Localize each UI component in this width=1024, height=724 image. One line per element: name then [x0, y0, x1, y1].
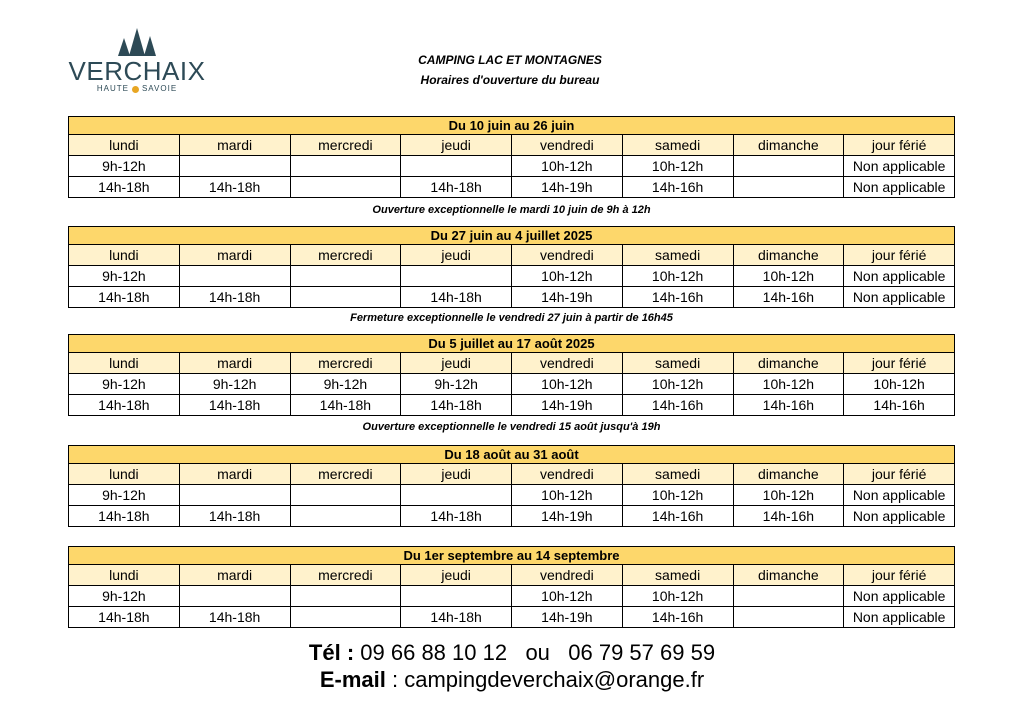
email-address[interactable]: campingdeverchaix@orange.fr — [404, 667, 705, 692]
schedule-note: Ouverture exceptionnelle le vendredi 15 août jusqu'à 19h — [362, 421, 661, 433]
table-row — [69, 395, 955, 416]
day-header: mercredi — [290, 353, 401, 374]
hours-cell — [179, 485, 290, 506]
hours-cell: Non applicable — [844, 177, 955, 198]
hours-cell: 9h-12h — [69, 266, 180, 287]
hours-cell — [179, 156, 290, 177]
page-title: CAMPING LAC ET MONTAGNES — [418, 53, 602, 67]
phone-number-2[interactable]: 06 79 57 69 59 — [568, 640, 716, 665]
hours-cell: 14h-18h — [401, 506, 512, 527]
hours-cell: 10h-12h — [512, 266, 623, 287]
phone-or: ou — [525, 640, 550, 665]
hours-cell: 9h-12h — [69, 586, 180, 607]
hours-cell: 14h-19h — [512, 395, 623, 416]
day-header: mardi — [179, 464, 290, 485]
hours-cell: Non applicable — [844, 485, 955, 506]
hours-cell: 14h-16h — [844, 395, 955, 416]
hours-cell: 14h-18h — [69, 177, 180, 198]
day-header: mardi — [179, 245, 290, 266]
hours-cell: 14h-16h — [733, 506, 844, 527]
hours-cell: 14h-16h — [622, 177, 733, 198]
hours-cell: 14h-16h — [622, 395, 733, 416]
day-header: dimanche — [733, 135, 844, 156]
schedule-table — [68, 334, 955, 416]
logo-region-left: HAUTE — [96, 84, 129, 93]
hours-cell — [733, 607, 844, 628]
day-header: samedi — [622, 353, 733, 374]
period-header: Du 27 juin au 4 juillet 2025 — [69, 227, 955, 245]
hours-cell: 14h-18h — [401, 395, 512, 416]
verchaix-logo — [62, 28, 212, 102]
hours-cell: 10h-12h — [733, 266, 844, 287]
period-header: Du 10 juin au 26 juin — [69, 117, 955, 135]
schedule-table — [68, 116, 955, 198]
day-header: mercredi — [290, 245, 401, 266]
hours-cell: 9h-12h — [69, 156, 180, 177]
hours-cell: 14h-16h — [733, 395, 844, 416]
schedule-table — [68, 226, 955, 308]
day-header: mercredi — [290, 135, 401, 156]
hours-cell — [401, 485, 512, 506]
hours-cell — [290, 287, 401, 308]
hours-cell: 14h-18h — [69, 395, 180, 416]
table-row — [69, 506, 955, 527]
period-header: Du 5 juillet au 17 août 2025 — [69, 335, 955, 353]
day-header: vendredi — [512, 245, 623, 266]
day-header: samedi — [622, 464, 733, 485]
hours-cell: 14h-18h — [179, 177, 290, 198]
schedule-table — [68, 546, 955, 628]
hours-cell: Non applicable — [844, 266, 955, 287]
hours-cell — [401, 156, 512, 177]
hours-cell: 14h-18h — [179, 395, 290, 416]
email-separator: : — [391, 667, 399, 692]
hours-cell — [290, 586, 401, 607]
email-label: E-mail — [319, 667, 386, 692]
schedule-note: Fermeture exceptionnelle le vendredi 27 juin à partir de 16h45 — [350, 312, 673, 324]
hours-cell: 14h-18h — [401, 177, 512, 198]
savoie-emblem-icon — [132, 86, 139, 93]
day-header: mardi — [179, 565, 290, 586]
hours-cell: 10h-12h — [512, 156, 623, 177]
hours-cell — [290, 506, 401, 527]
phone-label: Tél : — [308, 640, 355, 665]
hours-cell — [179, 266, 290, 287]
hours-cell: 14h-19h — [512, 506, 623, 527]
table-row — [69, 374, 955, 395]
logo-region-right: SAVOIE — [141, 84, 178, 93]
day-header: dimanche — [733, 245, 844, 266]
hours-cell: 14h-18h — [179, 506, 290, 527]
day-header: jeudi — [401, 135, 512, 156]
schedule-note: Ouverture exceptionnelle le mardi 10 juin de 9h à 12h — [372, 204, 651, 216]
hours-cell: 14h-19h — [512, 607, 623, 628]
hours-cell: 14h-18h — [290, 395, 401, 416]
hours-cell: 14h-18h — [401, 607, 512, 628]
day-header: mercredi — [290, 565, 401, 586]
day-header: lundi — [69, 565, 180, 586]
table-row — [69, 485, 955, 506]
hours-cell: 14h-18h — [69, 506, 180, 527]
page-subtitle: Horaires d'ouverture du bureau — [420, 73, 600, 87]
hours-cell: 10h-12h — [622, 485, 733, 506]
hours-cell: Non applicable — [844, 506, 955, 527]
day-header: jeudi — [401, 353, 512, 374]
day-header: vendredi — [512, 135, 623, 156]
hours-cell: 10h-12h — [622, 374, 733, 395]
hours-cell — [179, 586, 290, 607]
hours-cell — [290, 485, 401, 506]
hours-cell — [290, 177, 401, 198]
hours-cell — [290, 156, 401, 177]
hours-cell: 10h-12h — [844, 374, 955, 395]
day-header: lundi — [69, 245, 180, 266]
day-header: vendredi — [512, 353, 623, 374]
hours-cell: 14h-18h — [179, 287, 290, 308]
day-header: vendredi — [512, 565, 623, 586]
hours-cell — [401, 586, 512, 607]
table-row — [69, 266, 955, 287]
hours-cell: 9h-12h — [401, 374, 512, 395]
day-header: samedi — [622, 565, 733, 586]
hours-cell: 14h-16h — [622, 287, 733, 308]
hours-cell: 9h-12h — [69, 485, 180, 506]
day-header: jour férié — [844, 245, 955, 266]
day-header: jeudi — [401, 565, 512, 586]
table-row — [69, 177, 955, 198]
day-header: jour férié — [844, 135, 955, 156]
schedule-table — [68, 445, 955, 527]
hours-cell — [290, 266, 401, 287]
hours-cell: 14h-19h — [512, 177, 623, 198]
table-row — [69, 287, 955, 308]
hours-cell: 10h-12h — [733, 485, 844, 506]
day-header: jour férié — [844, 353, 955, 374]
period-header: Du 1er septembre au 14 septembre — [69, 547, 955, 565]
day-header: jeudi — [401, 464, 512, 485]
day-header: jour férié — [844, 464, 955, 485]
hours-cell: 10h-12h — [622, 266, 733, 287]
table-row — [69, 586, 955, 607]
hours-cell: 9h-12h — [290, 374, 401, 395]
day-header: jour férié — [844, 565, 955, 586]
hours-cell: 9h-12h — [179, 374, 290, 395]
day-header: dimanche — [733, 464, 844, 485]
day-header: mardi — [179, 135, 290, 156]
hours-cell — [733, 156, 844, 177]
day-header: lundi — [69, 135, 180, 156]
day-header: lundi — [69, 464, 180, 485]
hours-cell: Non applicable — [844, 586, 955, 607]
hours-cell — [733, 177, 844, 198]
day-header: dimanche — [733, 565, 844, 586]
hours-cell — [290, 607, 401, 628]
hours-cell: 14h-18h — [179, 607, 290, 628]
day-header: jeudi — [401, 245, 512, 266]
hours-cell: 10h-12h — [622, 156, 733, 177]
day-header: dimanche — [733, 353, 844, 374]
pine-trees-icon — [115, 28, 159, 58]
hours-cell — [733, 586, 844, 607]
table-row — [69, 156, 955, 177]
hours-cell: Non applicable — [844, 156, 955, 177]
email-line — [0, 667, 1024, 693]
hours-cell: 14h-19h — [512, 287, 623, 308]
hours-cell: 10h-12h — [512, 586, 623, 607]
phone-line — [0, 640, 1024, 666]
hours-cell: Non applicable — [844, 607, 955, 628]
day-header: vendredi — [512, 464, 623, 485]
phone-number-1[interactable]: 09 66 88 10 12 — [360, 640, 508, 665]
logo-wordmark: VERCHAIX — [68, 56, 206, 86]
hours-cell: 14h-16h — [733, 287, 844, 308]
hours-cell: 9h-12h — [69, 374, 180, 395]
hours-cell: 14h-18h — [69, 287, 180, 308]
day-header: mercredi — [290, 464, 401, 485]
day-header: samedi — [622, 135, 733, 156]
hours-cell: 10h-12h — [622, 586, 733, 607]
hours-cell: 10h-12h — [733, 374, 844, 395]
day-header: mardi — [179, 353, 290, 374]
hours-cell: Non applicable — [844, 287, 955, 308]
hours-cell: 10h-12h — [512, 374, 623, 395]
hours-cell: 10h-12h — [512, 485, 623, 506]
table-row — [69, 607, 955, 628]
day-header: lundi — [69, 353, 180, 374]
hours-cell: 14h-18h — [401, 287, 512, 308]
hours-cell — [401, 266, 512, 287]
hours-cell: 14h-16h — [622, 506, 733, 527]
period-header: Du 18 août au 31 août — [69, 446, 955, 464]
hours-cell: 14h-16h — [622, 607, 733, 628]
day-header: samedi — [622, 245, 733, 266]
hours-cell: 14h-18h — [69, 607, 180, 628]
